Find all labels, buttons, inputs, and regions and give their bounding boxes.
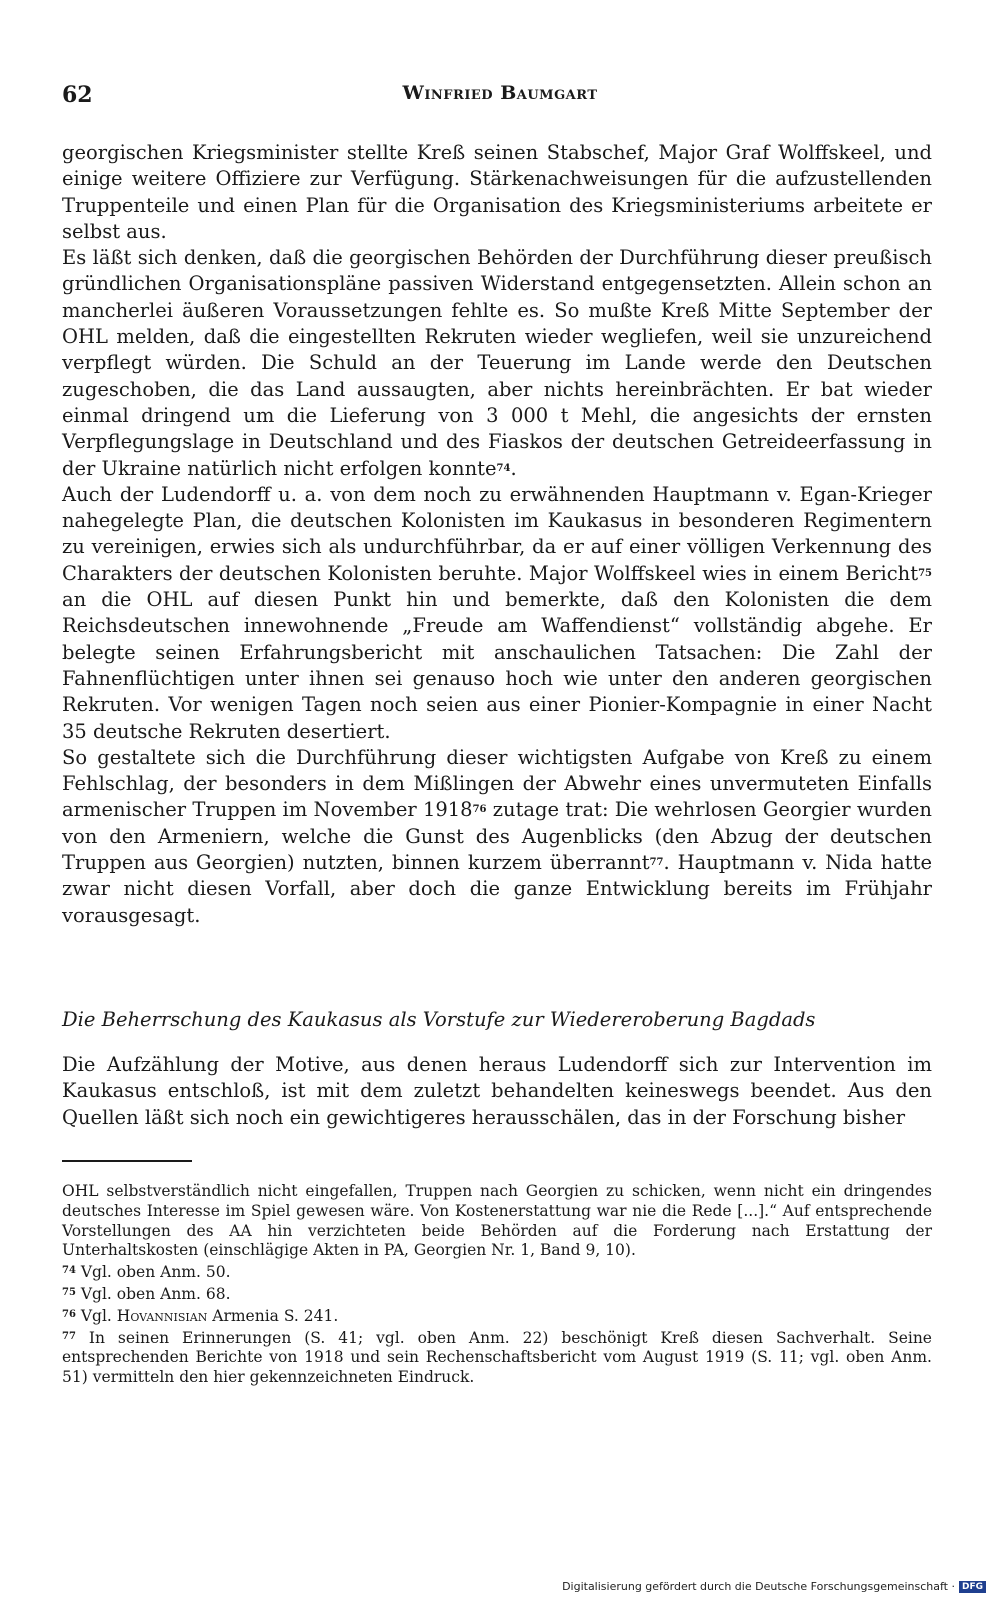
- paragraph: [62, 245, 932, 482]
- running-head: Winfried Baumgart: [402, 82, 598, 104]
- footnote-76: [62, 1305, 932, 1327]
- footnote-77: [62, 1327, 932, 1388]
- paragraph: [62, 745, 932, 929]
- paragraph: georgischen Kriegsminister stellte Kreß seinen Stabschef, Major Graf Wolffskeel, und einige weitere Offiziere zur Verfügung. Stärkenachweisungen für die aufzustellenden Truppenteile und einen Plan für die Organisation des Kriegsministeriums arbeitete er selbst aus.: [62, 141, 932, 243]
- period: .: [510, 456, 517, 480]
- footnote-number: 76: [62, 1308, 76, 1320]
- footnote-number: 77: [62, 1330, 76, 1342]
- dfg-logo: DFG: [959, 1581, 986, 1593]
- footnotes: [62, 1182, 932, 1388]
- footnote-number: 75: [62, 1286, 76, 1298]
- section-paragraph: Die Aufzählung der Motive, aus denen heraus Ludendorff sich zur Intervention im Kaukasus entschloß, ist mit dem zuletzt behandelten keineswegs beendet. Aus den Quellen läßt sich noch ein gewichtigeres herausschälen, das in der Forschung bisher: [62, 1053, 932, 1129]
- footnote-75: [62, 1283, 932, 1305]
- paragraph-text: Es läßt sich denken, daß die georgischen Behörden der Durchführung dieser preußisch gründlichen Organisationspläne passiven Widerstand entgegensetzten. Allein schon an mancherlei äußeren Voraussetzungen fehlte es. So mußte Kreß Mitte September der OHL melden, daß die eingestellten Rekruten wieder wegliefen, weil sie unzureichend verpflegt würden. Die Schuld an der Teuerung im Lande werde den Deutschen zugeschoben, die das Land aussaugten, aber nichts hereinbrächten. Er bat wieder einmal dringend um die Lieferung von 3 000 t Mehl, die angesichts der ernsten Verpflegungslage in Deutschland und des Fiaskos der deutschen Getreideerfassung in der Ukraine natürlich nicht erfolgen konnte: [62, 246, 932, 480]
- page-number: 62: [62, 82, 93, 108]
- paragraph-text: Auch der Ludendorff u. a. von dem noch zu erwähnenden Hauptmann v. Egan-Krieger nahegelegte Plan, die deutschen Kolonisten im Kaukasus in besonderen Regimentern zu vereinigen, erwies sich als undurchführbar, da er auf einer völligen Verkennung des Charakters der deutschen Kolonisten beruhte. Major Wolffskeel wies in einem Bericht: [62, 482, 932, 585]
- footnote-continuation: OHL selbstverständlich nicht eingefallen, Truppen nach Georgien zu schicken, wenn nicht ein dringendes deutsches Interesse im Spiel gewesen wäre. Von Kostenerstattung war nie die Rede [...].“ Auf entsprechende Vorstellungen des AA hin verzichteten beide Behörden auf die Forderung nach Erstattung der Unterhaltskosten (einschlägige Akten in PA, Georgien Nr. 1, Band 9, 10).: [62, 1182, 932, 1260]
- paragraph-text: an die OHL auf diesen Punkt hin und bemerkte, daß den Kolonisten die dem Reichsdeutschen innewohnende „Freude am Waffendienst“ vollständig abgehe. Er belegte seinen Erfahrungsbericht mit anschaulichen Tatsachen: Die Zahl der Fahnenflüchtigen unter ihnen sei genauso hoch wie unter den anderen georgischen Rekruten. Vor wenigen Tagen noch seien aus einer Pionier-Kompagnie in einer Nacht 35 deutsche Rekruten desertiert.: [62, 588, 932, 743]
- paragraph-text: . Hauptmann v. Nida hatte zwar nicht diesen Vorfall, aber doch die ganze Entwicklung bereits im Frühjahr vorausgesagt.: [62, 851, 932, 927]
- footnote-ref-75[interactable]: 75: [918, 567, 932, 579]
- footnote-text: Armenia S. 241.: [207, 1306, 339, 1325]
- footnote-text: Vgl.: [80, 1306, 117, 1325]
- footnote-74: [62, 1261, 932, 1283]
- footnote-ref-76[interactable]: 76: [472, 804, 487, 816]
- footnote-ref-77[interactable]: 77: [649, 857, 664, 869]
- section-heading: Die Beherrschung des Kaukasus als Vorstufe zur Wiedereroberung Bagdads: [62, 1008, 816, 1031]
- credit-text: Digitalisierung gefördert durch die Deutsche Forschungsgemeinschaft ·: [562, 1580, 955, 1593]
- paragraph: [62, 482, 932, 745]
- footnote-text: Vgl. oben Anm. 50.: [80, 1263, 231, 1282]
- footnote-number: 74: [62, 1265, 76, 1277]
- paragraph-text: So gestaltete sich die Durchführung dieser wichtigsten Aufgabe von Kreß zu einem Fehlschlag, der besonders in dem Mißlingen der Abwehr eines unvermuteten Einfalls armenischer Truppen im November 1918: [62, 745, 932, 822]
- footnote-text: Vgl. oben Anm. 68.: [80, 1284, 231, 1303]
- footnote-author: Hovannisian: [116, 1306, 208, 1325]
- digitization-credit: [562, 1580, 986, 1593]
- paragraph-text: zutage trat: Die wehrlosen Georgier wurden von den Armeniern, welche die Gunst des Augenblicks (den Abzug der deutschen Truppen aus Georgien) nutzten, binnen kurzem überrannt: [62, 798, 932, 875]
- footnote-ref-74[interactable]: 74: [496, 462, 511, 474]
- body-text: [62, 140, 932, 929]
- footnote-divider: [62, 1160, 192, 1162]
- footnote-text: In seinen Erinnerungen (S. 41; vgl. oben Anm. 22) beschönigt Kreß diesen Sachverhalt. Seine entsprechenden Berichte von 1918 und sein Rechenschaftsbericht vom August 1919 (S. 11; vgl. oben Anm. 51) vermitteln den hier gekennzeichneten Eindruck.: [62, 1328, 932, 1387]
